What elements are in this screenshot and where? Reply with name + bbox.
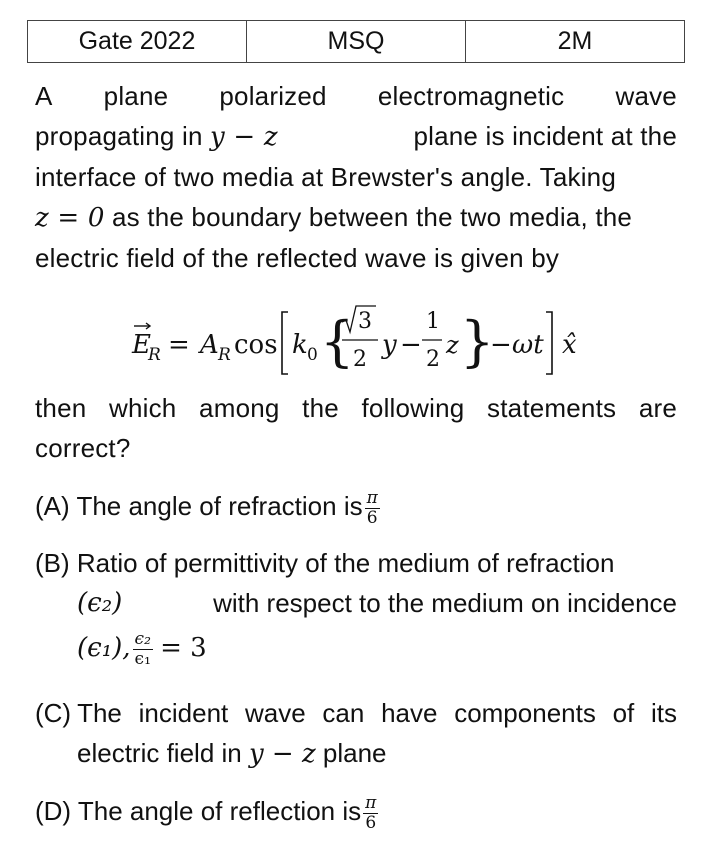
option-a-fraction: $\frac{\pi}{6}$ — [366, 487, 378, 528]
svg-text:2: 2 — [426, 347, 440, 372]
svg-text:2: 2 — [353, 347, 367, 372]
svg-text:k: k — [292, 330, 308, 360]
option-b-fraction: $\frac{\text{ϵ₂}}{\text{ϵ₁}}$ — [134, 628, 151, 669]
eq-lhs: E — [132, 330, 151, 360]
svg-text:}: } — [460, 310, 495, 373]
svg-text:y: y — [382, 330, 397, 360]
question-text — [35, 76, 677, 278]
svg-text:3: 3 — [358, 309, 372, 334]
question-line-7: correct? — [35, 433, 131, 463]
header-table — [27, 20, 685, 63]
svg-text:R: R — [148, 345, 161, 365]
header-marks: 2M — [557, 27, 593, 55]
svg-text:{: { — [320, 310, 355, 373]
svg-text:=: = — [168, 330, 190, 360]
question-line-1: A plane polarized electromagnetic wave — [35, 81, 677, 111]
question-line-4: z = 0 as the boundary between the two media, the — [35, 202, 633, 233]
header-type: MSQ — [247, 21, 466, 62]
svg-text:ωt: ωt — [512, 330, 544, 360]
svg-text:A: A — [200, 330, 219, 360]
svg-text:−: − — [490, 330, 512, 360]
svg-text:x̂: x̂ — [562, 330, 577, 360]
svg-text:−: − — [400, 330, 422, 360]
option-d[interactable]: (D) The angle of reflection is $\frac{\pi}{6}$ — [35, 792, 377, 833]
option-c[interactable]: (C) The incident wave can have components of its electric field in y − z plane — [35, 698, 677, 769]
header-exam: Gate 2022 — [28, 21, 247, 62]
option-a[interactable]: (A) The angle of refraction is $\frac{\pi}{6}$ — [35, 487, 378, 528]
question-line-6: then which among the following statements are — [35, 393, 677, 423]
svg-text:1: 1 — [426, 309, 440, 334]
question-continuation — [35, 388, 677, 468]
svg-text:cos: cos — [234, 330, 278, 360]
question-line-5: electric field of the reflected wave is given by — [35, 243, 560, 273]
svg-text:R: R — [218, 345, 231, 365]
question-line-2: propagating in y − z plane is incident at the — [35, 121, 677, 152]
option-b[interactable]: (B) Ratio of permittivity of the medium of refraction (ϵ₂) with respect to the medium on incidence (ϵ₁), $\frac{\text{ϵ₂}}{\text{ϵ₁}}$ = 3 — [35, 548, 677, 669]
svg-text:z: z — [446, 331, 459, 359]
svg-text:0: 0 — [307, 345, 318, 365]
reflected-field-equation — [128, 298, 598, 382]
option-d-fraction: $\frac{\pi}{6}$ — [365, 792, 377, 833]
question-line-3: interface of two media at Brewster's angle. Taking — [35, 162, 616, 192]
